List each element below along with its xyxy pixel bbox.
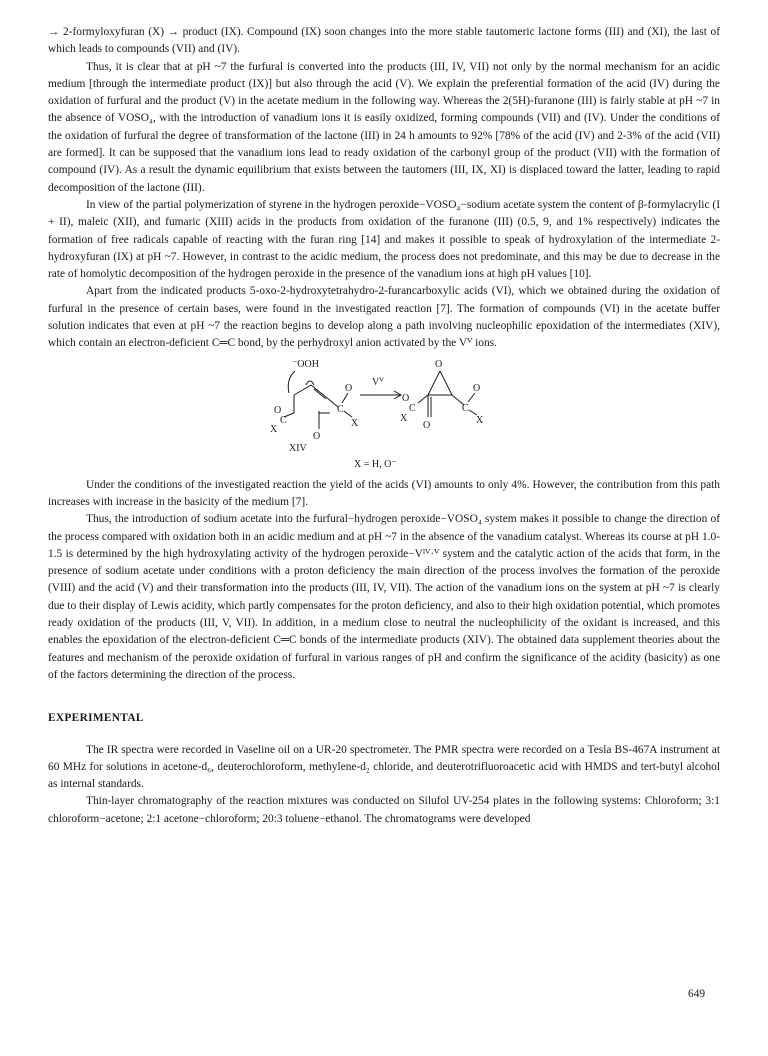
peroxide-label: ⁻OOH <box>292 358 319 370</box>
epoxide-bond <box>428 371 440 395</box>
atom-o-right-product: O <box>473 382 481 394</box>
bond <box>294 385 311 395</box>
double-bond <box>314 389 326 399</box>
paragraph-4: Apart from the indicated products 5-oxo-2-hydroxytetrahydro-2-furancarboxylic acids (VI), which we obtained during the oxidation of furfural in the presence of certain bases, were found in the investigated reaction [7]. The formation of compounds (VI) in the acetate buffer solution indicates that even at pH ~7 the reaction begins to develop along a path involving nucleophilic epoxidation of the intermediates (XIV), which contain an electron-deficient C═C bond, by the perhydroxyl anion activated by the Vⱽ ions. <box>48 285 720 350</box>
atom-c-right: C <box>337 403 344 415</box>
bond <box>344 411 352 417</box>
atom-o-bottom: O <box>313 430 321 442</box>
compound-label-xiv: XIV <box>289 442 307 454</box>
substituent-note: X = H, O⁻ <box>354 458 397 470</box>
atom-o-right: O <box>345 382 353 394</box>
atom-x-right-product: X <box>476 414 484 426</box>
atom-c-right-product: C <box>462 402 469 414</box>
paragraph-8: Thin-layer chromatography of the reaction mixtures was conducted on Silufol UV-254 plates in the following systems: Chloroform; 3:1 chloroform−acetone; 2:1 acetone−chloroform; 20:3 toluene−ethanol. The chromatograms were developed <box>48 795 720 825</box>
bond <box>418 395 428 403</box>
carbonyl-bond <box>342 393 348 403</box>
section-heading-experimental: EXPERIMENTAL <box>48 712 144 725</box>
paragraph-3: In view of the partial polymerization of styrene in the hydrogen peroxide−VOSO₄−sodium acetate system the content of β-formylacrylic (I + II), maleic (XII), and fumaric (XIII) acids in the products from oxidation of the furanone (III) (0.5, 9, and 1% respectively) indicates the formation of free radicals capable of reacting with the furan ring [14] and makes it possible to speak of hydroxylation of the intermediate 2-hydroxyfuran (IX) at pH ~7. However, in contrast to the acidic medium, the process does not predominate, and this may be due to decrease in the rate of homolytic decomposition of the hydrogen peroxide in the presence of the vanadium ions at high pH values [10]. <box>48 198 720 281</box>
reaction-scheme <box>48 355 720 473</box>
bond <box>311 385 326 397</box>
paragraph-2: Thus, it is clear that at pH ~7 the furfural is converted into the products (III, IV, VII) not only by the normal mechanism for an acidic medium [through the intermediate product (IX)] but also through the acid (V). We explain the preferential formation of the acid (IV) during the oxidation of furfural and the product (V) in the acetate medium in the following way. Whereas the 2(5H)-furanone (III) is fairly stable at pH ~7 in the absence of VOSO₄, with the introduction of vanadium ions it is easily oxidized, forming compounds (VII) and (IV). Under the conditions of the oxidation of furfural the degree of transformation of the lactone (III) in 24 h amounts to 92% [78% of the acid (IV) and 2-3% of the acid (VII) are formed]. It can be supposed that the vanadium ions lead to ready oxidation of the carbonyl group of the product (VII) with the formation of compound (IV). As a result the dynamic equilibrium that exists between the tautomers (III, IX, XI) is displaced toward the latter, leading to rapid decomposition of the lactone (III). <box>48 60 720 194</box>
paragraph-1: → 2-formyloxyfuran (X) → product (IX). Compound (IX) soon changes into the more stable tautomeric lactone forms (III) and (XI), the last of which leads to compounds (VII) and (IV). <box>48 26 720 56</box>
atom-x-left: X <box>270 423 278 435</box>
epoxidation-scheme-drawing <box>48 355 720 473</box>
paragraph-5: Under the conditions of the investigated reaction the yield of the acids (VI) amounts to only 4%. However, the contribution from this path increases with increase in the basicity of the medium [7]. <box>48 478 720 508</box>
carbonyl-bond <box>468 393 475 402</box>
paragraph-7: The IR spectra were recorded in Vaseline oil on a UR-20 spectrometer. The PMR spectra were recorded on a Tesla BS-467A instrument at 60 MHz for solutions in acetone-d₆, deuterochloroform, methylene-d₂ chloride, and deuterotrifluoroacetic acid with HMDS and tert-butyl alcohol as internal standards. <box>48 743 720 791</box>
epoxide-bond <box>440 371 452 395</box>
page-number: 649 <box>688 988 706 1000</box>
atom-x-right: X <box>351 417 359 429</box>
atom-c-left: C <box>280 414 287 426</box>
atom-o-epoxide: O <box>435 358 443 370</box>
atom-x-left-product: X <box>400 412 408 424</box>
paragraph-6: Thus, the introduction of sodium acetate into the furfural−hydrogen peroxide−VOSO₄ system makes it possible to change the direction of the process compared with oxidation both in an acidic medium and at pH ~7 in the absence of the vanadium catalyst. Whereas its course at pH 1.0-1.5 is determined by the high hydroxylating activity of the hydrogen peroxide−Vᴵⱽ·ⱽ system and the catalytic action of the acids that form, in the presence of sodium acetate under conditions with a proton deficiency the main direction of the process involves the formation of the peroxide (VIII) and the acid (V) and their transformation into the products (III, IV, VII). The action of the vanadium ions on the system at pH ~7 is clearly due to their display of Lewis acidity, which partly compensates for the proton deficiency, and also to their high oxidation potential, which promotes ready oxidation of the products (III, V, VII). In addition, in a medium close to neutral the nucleophilicity of the oxidant is increased, and this enables the epoxidation of the electron-deficient C═C bonds of the intermediate products (XIV). The obtained data supplement theories about the features and mechanism of the peroxide oxidation of furfural in various ranges of pH and confirm the significance of the acidity (basicity) as one of the factors determining the direction of the process. <box>48 513 720 681</box>
electron-shift-arrow <box>306 381 314 385</box>
atom-o-left: O <box>274 404 282 416</box>
atom-c-left-product: C <box>409 402 416 414</box>
atom-o-left-product: O <box>402 392 410 404</box>
attack-arrow-curve <box>288 371 295 393</box>
article-body <box>48 24 720 828</box>
atom-o-bottom-product: O <box>423 419 431 431</box>
catalyst-label: Vⱽ <box>372 376 384 388</box>
